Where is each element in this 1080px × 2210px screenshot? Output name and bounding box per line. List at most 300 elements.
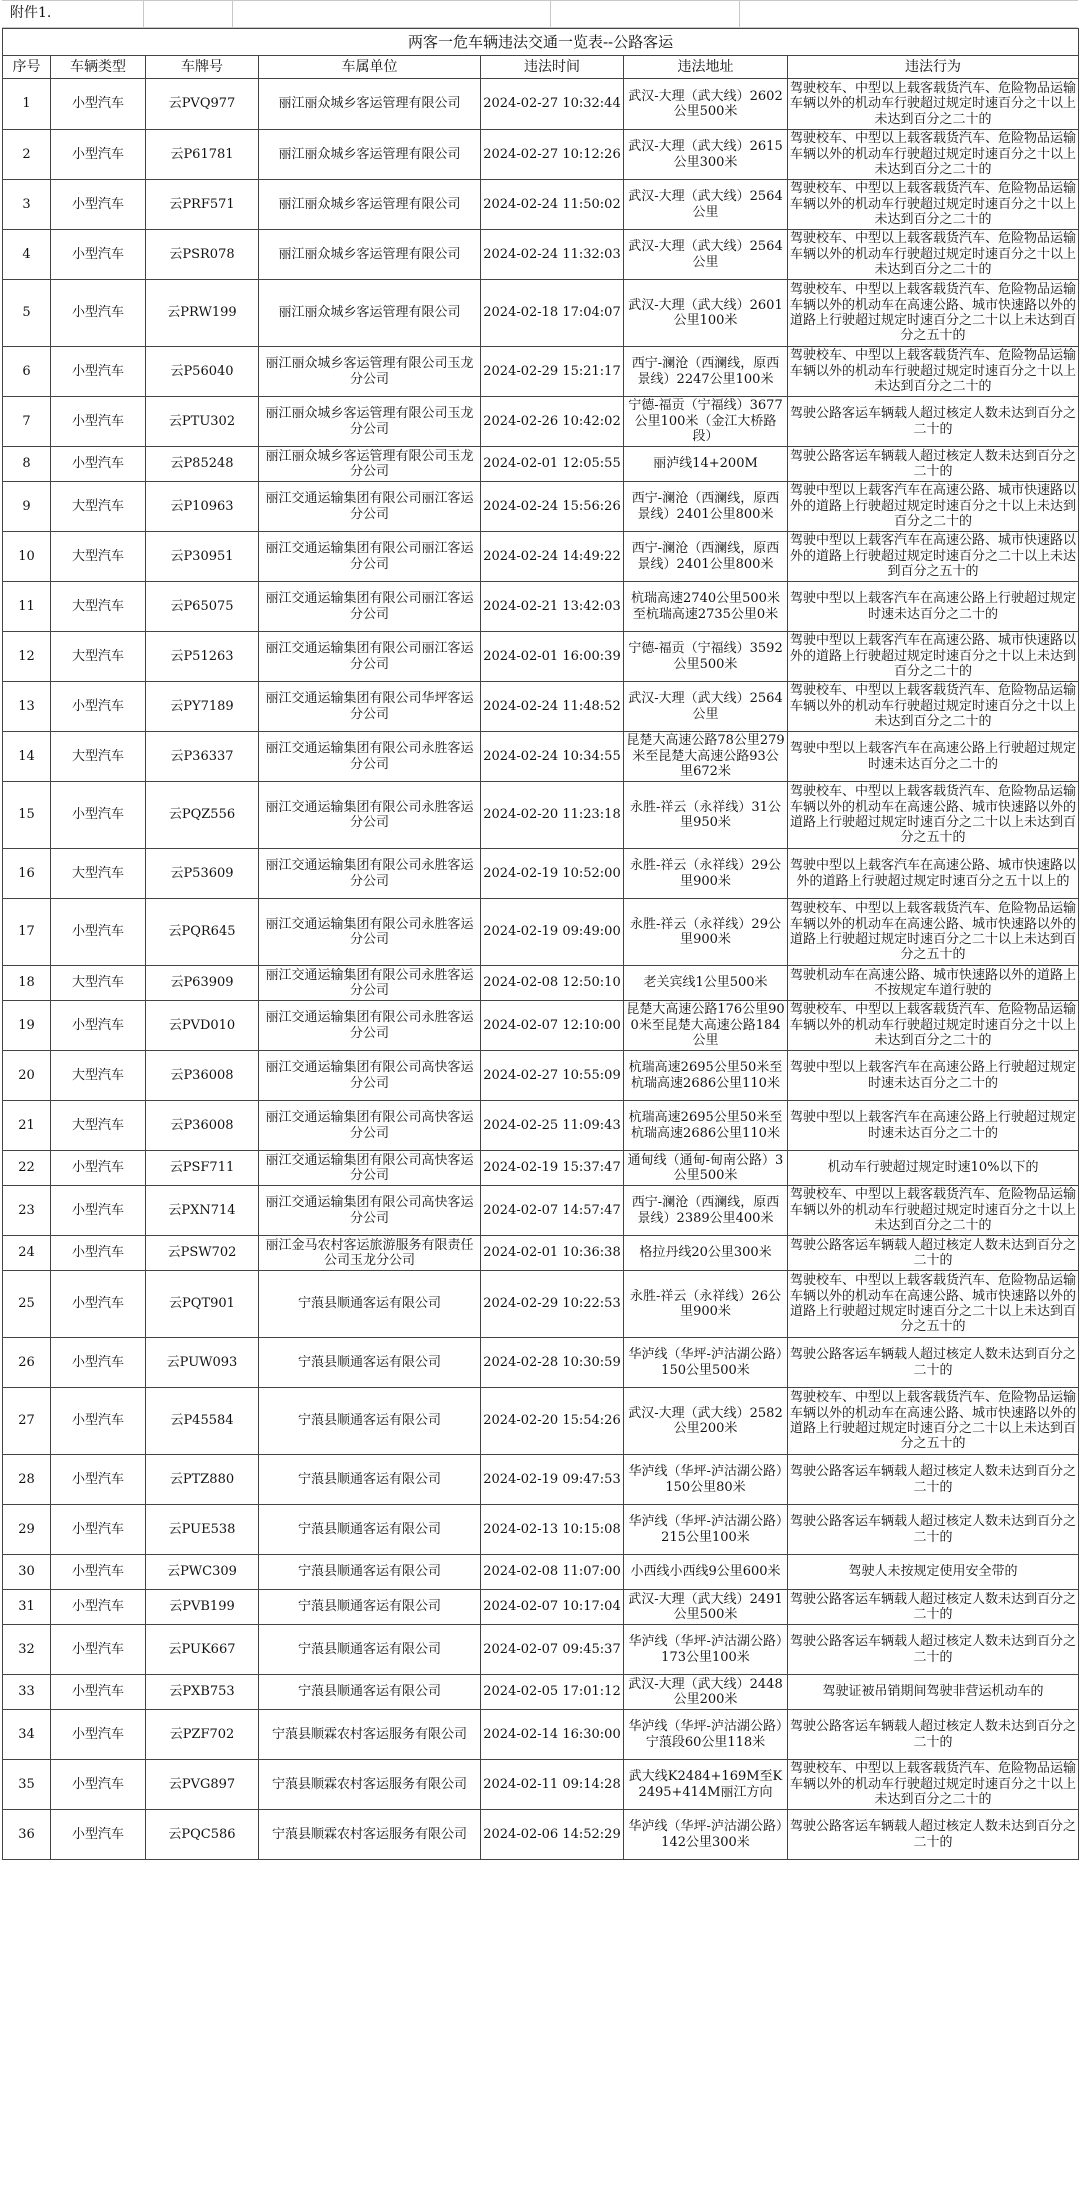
owner-unit: 丽江丽众城乡客运管理有限公司 [259, 180, 481, 230]
owner-unit: 宁蒗县顺霖农村客运服务有限公司 [259, 1760, 481, 1810]
owner-unit: 丽江交通运输集团有限公司永胜客运分公司 [259, 966, 481, 1001]
owner-unit: 宁蒗县顺通客运有限公司 [259, 1505, 481, 1555]
violation-address: 武大线K2484+169M至K2495+414M丽江方向 [624, 1760, 788, 1810]
owner-unit: 丽江交通运输集团有限公司高快客运分公司 [259, 1186, 481, 1236]
vehicle-type: 小型汽车 [51, 1455, 146, 1505]
plate-number: 云P65075 [146, 582, 259, 632]
violation-time: 2024-02-25 11:09:43 [481, 1101, 624, 1151]
vehicle-type: 小型汽车 [51, 682, 146, 732]
row-no: 34 [3, 1710, 51, 1760]
violation-behavior: 驾驶公路客运车辆载人超过核定人数未达到百分之二十的 [788, 1505, 1079, 1555]
table-row [3, 79, 1079, 130]
violation-address: 杭瑞高速2740公里500米至杭瑞高速2735公里0米 [624, 582, 788, 632]
violation-address: 武汉-大理（武大线）2601公里100米 [624, 280, 788, 347]
violation-behavior: 驾驶校车、中型以上载客载货汽车、危险物品运输车辆以外的机动车行驶超过规定时速百分之十以上未达到百分之二十的 [788, 1186, 1079, 1236]
plate-number: 云PQZ556 [146, 782, 259, 849]
table-row [3, 899, 1079, 966]
violation-address: 宁德-福贡（宁福线）3592公里500米 [624, 632, 788, 682]
row-no: 26 [3, 1338, 51, 1388]
owner-unit: 宁蒗县顺通客运有限公司 [259, 1625, 481, 1675]
owner-unit: 丽江丽众城乡客运管理有限公司 [259, 280, 481, 347]
owner-unit: 宁蒗县顺通客运有限公司 [259, 1338, 481, 1388]
violation-behavior: 驾驶公路客运车辆载人超过核定人数未达到百分之二十的 [788, 1338, 1079, 1388]
row-no: 14 [3, 732, 51, 782]
violation-time: 2024-02-27 10:55:09 [481, 1051, 624, 1101]
owner-unit: 丽江丽众城乡客运管理有限公司 [259, 79, 481, 130]
table-row [3, 1236, 1079, 1271]
violation-address: 华泸线（华坪-泸沽湖公路）150公里80米 [624, 1455, 788, 1505]
owner-unit: 丽江丽众城乡客运管理有限公司玉龙分公司 [259, 397, 481, 447]
violation-address: 武汉-大理（武大线）2564公里 [624, 230, 788, 280]
violation-behavior: 驾驶校车、中型以上载客载货汽车、危险物品运输车辆以外的机动车行驶超过规定时速百分之十以上未达到百分之二十的 [788, 1001, 1079, 1051]
plate-number: 云P56040 [146, 347, 259, 397]
row-no: 28 [3, 1455, 51, 1505]
table-row [3, 1455, 1079, 1505]
violation-behavior: 驾驶证被吊销期间驾驶非营运机动车的 [788, 1675, 1079, 1710]
vehicle-type: 小型汽车 [51, 1590, 146, 1625]
plate-number: 云PUE538 [146, 1505, 259, 1555]
table-row [3, 632, 1079, 682]
table-row [3, 1388, 1079, 1455]
table-row [3, 849, 1079, 899]
violation-time: 2024-02-07 09:45:37 [481, 1625, 624, 1675]
violations-table [2, 28, 1079, 1860]
violation-time: 2024-02-05 17:01:12 [481, 1675, 624, 1710]
plate-number: 云PVQ977 [146, 79, 259, 130]
table-row [3, 1338, 1079, 1388]
table-row [3, 1675, 1079, 1710]
table-row [3, 582, 1079, 632]
table-row [3, 1186, 1079, 1236]
violation-behavior: 驾驶机动车在高速公路、城市快速路以外的道路上不按规定车道行驶的 [788, 966, 1079, 1001]
violation-time: 2024-02-06 14:52:29 [481, 1810, 624, 1860]
violation-time: 2024-02-08 12:50:10 [481, 966, 624, 1001]
owner-unit: 丽江交通运输集团有限公司永胜客运分公司 [259, 1001, 481, 1051]
violation-behavior: 驾驶校车、中型以上载客载货汽车、危险物品运输车辆以外的机动车行驶超过规定时速百分之十以上未达到百分之二十的 [788, 347, 1079, 397]
vehicle-type: 大型汽车 [51, 849, 146, 899]
row-no: 2 [3, 130, 51, 180]
plate-number: 云P51263 [146, 632, 259, 682]
plate-number: 云PQC586 [146, 1810, 259, 1860]
row-no: 21 [3, 1101, 51, 1151]
vehicle-type: 小型汽车 [51, 447, 146, 482]
violation-address: 西宁-澜沧（西澜线，原西景线）2401公里800米 [624, 532, 788, 582]
table-row [3, 1810, 1079, 1860]
plate-number: 云P10963 [146, 482, 259, 532]
plate-number: 云P61781 [146, 130, 259, 180]
vehicle-type: 小型汽车 [51, 79, 146, 130]
row-no: 35 [3, 1760, 51, 1810]
violation-time: 2024-02-19 15:37:47 [481, 1151, 624, 1186]
owner-unit: 宁蒗县顺霖农村客运服务有限公司 [259, 1710, 481, 1760]
violation-behavior: 驾驶公路客运车辆载人超过核定人数未达到百分之二十的 [788, 1236, 1079, 1271]
vehicle-type: 小型汽车 [51, 397, 146, 447]
owner-unit: 丽江交通运输集团有限公司永胜客运分公司 [259, 899, 481, 966]
row-no: 22 [3, 1151, 51, 1186]
violation-time: 2024-02-01 16:00:39 [481, 632, 624, 682]
violation-time: 2024-02-24 11:32:03 [481, 230, 624, 280]
violation-address: 华泸线（华坪-泸沽湖公路）150公里500米 [624, 1338, 788, 1388]
vehicle-type: 大型汽车 [51, 582, 146, 632]
violation-behavior: 驾驶中型以上载客汽车在高速公路、城市快速路以外的道路上行驶超过规定时速百分之十以上未达到百分之二十的 [788, 632, 1079, 682]
violation-address: 华泸线（华坪-泸沽湖公路）173公里100米 [624, 1625, 788, 1675]
violation-behavior: 驾驶中型以上载客汽车在高速公路、城市快速路以外的道路上行驶超过规定时速百分之五十以上的 [788, 849, 1079, 899]
plate-number: 云PQR645 [146, 899, 259, 966]
owner-unit: 丽江交通运输集团有限公司高快客运分公司 [259, 1151, 481, 1186]
owner-unit: 丽江交通运输集团有限公司丽江客运分公司 [259, 482, 481, 532]
violation-behavior: 驾驶公路客运车辆载人超过核定人数未达到百分之二十的 [788, 1710, 1079, 1760]
plate-number: 云PTZ880 [146, 1455, 259, 1505]
header-unit: 车属单位 [259, 56, 481, 79]
table-row [3, 1505, 1079, 1555]
violation-address: 永胜-祥云（永祥线）26公里900米 [624, 1271, 788, 1338]
violation-behavior: 驾驶校车、中型以上载客载货汽车、危险物品运输车辆以外的机动车行驶超过规定时速百分之十以上未达到百分之二十的 [788, 79, 1079, 130]
violation-time: 2024-02-18 17:04:07 [481, 280, 624, 347]
vehicle-type: 小型汽车 [51, 899, 146, 966]
violation-time: 2024-02-20 15:54:26 [481, 1388, 624, 1455]
owner-unit: 丽江金马农村客运旅游服务有限责任公司玉龙分公司 [259, 1236, 481, 1271]
table-row [3, 180, 1079, 230]
violation-address: 西宁-澜沧（西澜线，原西景线）2389公里400米 [624, 1186, 788, 1236]
table-row [3, 130, 1079, 180]
table-row [3, 782, 1079, 849]
owner-unit: 丽江交通运输集团有限公司永胜客运分公司 [259, 782, 481, 849]
violation-address: 通甸线（通甸-甸南公路）3公里500米 [624, 1151, 788, 1186]
violation-behavior: 驾驶中型以上载客汽车在高速公路、城市快速路以外的道路上行驶超过规定时速百分之十以上未达到百分之二十的 [788, 482, 1079, 532]
owner-unit: 丽江丽众城乡客运管理有限公司玉龙分公司 [259, 447, 481, 482]
violation-address: 昆楚大高速公路176公里900米至昆楚大高速公路184公里 [624, 1001, 788, 1051]
violation-time: 2024-02-19 09:47:53 [481, 1455, 624, 1505]
violation-time: 2024-02-26 10:42:02 [481, 397, 624, 447]
violation-time: 2024-02-24 14:49:22 [481, 532, 624, 582]
violation-address: 武汉-大理（武大线）2564公里 [624, 682, 788, 732]
owner-unit: 丽江交通运输集团有限公司丽江客运分公司 [259, 632, 481, 682]
violation-time: 2024-02-27 10:32:44 [481, 79, 624, 130]
table-row [3, 1151, 1079, 1186]
violation-behavior: 驾驶公路客运车辆载人超过核定人数未达到百分之二十的 [788, 1590, 1079, 1625]
violation-address: 丽泸线14+200M [624, 447, 788, 482]
row-no: 25 [3, 1271, 51, 1338]
row-no: 7 [3, 397, 51, 447]
violation-address: 华泸线（华坪-泸沽湖公路）142公里300米 [624, 1810, 788, 1860]
plate-number: 云P36008 [146, 1101, 259, 1151]
owner-unit: 宁蒗县顺通客运有限公司 [259, 1675, 481, 1710]
plate-number: 云PQT901 [146, 1271, 259, 1338]
violation-behavior: 驾驶中型以上载客汽车在高速公路上行驶超过规定时速未达百分之二十的 [788, 1101, 1079, 1151]
owner-unit: 丽江交通运输集团有限公司丽江客运分公司 [259, 582, 481, 632]
table-row [3, 966, 1079, 1001]
vehicle-type: 小型汽车 [51, 130, 146, 180]
row-no: 24 [3, 1236, 51, 1271]
violation-address: 杭瑞高速2695公里50米至杭瑞高速2686公里110米 [624, 1051, 788, 1101]
violation-address: 西宁-澜沧（西澜线，原西景线）2247公里100米 [624, 347, 788, 397]
violation-behavior: 驾驶人未按规定使用安全带的 [788, 1555, 1079, 1590]
violation-address: 永胜-祥云（永祥线）29公里900米 [624, 899, 788, 966]
table-row [3, 347, 1079, 397]
vehicle-type: 大型汽车 [51, 966, 146, 1001]
violation-time: 2024-02-01 12:05:55 [481, 447, 624, 482]
violation-behavior: 驾驶校车、中型以上载客载货汽车、危险物品运输车辆以外的机动车行驶超过规定时速百分之十以上未达到百分之二十的 [788, 130, 1079, 180]
table-row [3, 1271, 1079, 1338]
violation-time: 2024-02-19 09:49:00 [481, 899, 624, 966]
row-no: 11 [3, 582, 51, 632]
violation-address: 武汉-大理（武大线）2564公里 [624, 180, 788, 230]
owner-unit: 宁蒗县顺霖农村客运服务有限公司 [259, 1810, 481, 1860]
vehicle-type: 小型汽车 [51, 1710, 146, 1760]
table-row [3, 1760, 1079, 1810]
vehicle-type: 小型汽车 [51, 1236, 146, 1271]
plate-number: 云PVD010 [146, 1001, 259, 1051]
violation-time: 2024-02-11 09:14:28 [481, 1760, 624, 1810]
violation-address: 武汉-大理（武大线）2615公里300米 [624, 130, 788, 180]
owner-unit: 丽江丽众城乡客运管理有限公司 [259, 230, 481, 280]
vehicle-type: 小型汽车 [51, 1388, 146, 1455]
plate-number: 云P36337 [146, 732, 259, 782]
violation-address: 武汉-大理（武大线）2602公里500米 [624, 79, 788, 130]
row-no: 12 [3, 632, 51, 682]
owner-unit: 丽江交通运输集团有限公司华坪客运分公司 [259, 682, 481, 732]
owner-unit: 丽江丽众城乡客运管理有限公司玉龙分公司 [259, 347, 481, 397]
vehicle-type: 小型汽车 [51, 180, 146, 230]
header-row [3, 56, 1079, 79]
vehicle-type: 小型汽车 [51, 230, 146, 280]
vehicle-type: 小型汽车 [51, 1151, 146, 1186]
header-behavior: 违法行为 [788, 56, 1079, 79]
violation-address: 小西线小西线9公里600米 [624, 1555, 788, 1590]
plate-number: 云PVG897 [146, 1760, 259, 1810]
violation-time: 2024-02-19 10:52:00 [481, 849, 624, 899]
vehicle-type: 大型汽车 [51, 1051, 146, 1101]
header-no: 序号 [3, 56, 51, 79]
attachment-label: 附件1. [10, 5, 52, 21]
plate-number: 云PSR078 [146, 230, 259, 280]
plate-number: 云PXB753 [146, 1675, 259, 1710]
vehicle-type: 大型汽车 [51, 732, 146, 782]
vehicle-type: 小型汽车 [51, 1760, 146, 1810]
plate-number: 云P63909 [146, 966, 259, 1001]
table-title: 两客一危车辆违法交通一览表--公路客运 [3, 29, 1079, 56]
owner-unit: 丽江丽众城乡客运管理有限公司 [259, 130, 481, 180]
vehicle-type: 小型汽车 [51, 782, 146, 849]
header-plate: 车牌号 [146, 56, 259, 79]
row-no: 36 [3, 1810, 51, 1860]
violation-address: 永胜-祥云（永祥线）31公里950米 [624, 782, 788, 849]
row-no: 5 [3, 280, 51, 347]
row-no: 6 [3, 347, 51, 397]
vehicle-type: 小型汽车 [51, 1001, 146, 1051]
vehicle-type: 小型汽车 [51, 1186, 146, 1236]
violation-time: 2024-02-29 10:22:53 [481, 1271, 624, 1338]
violation-address: 华泸线（华坪-泸沽湖公路）215公里100米 [624, 1505, 788, 1555]
header-vehicle-type: 车辆类型 [51, 56, 146, 79]
plate-number: 云PWC309 [146, 1555, 259, 1590]
violation-behavior: 驾驶中型以上载客汽车在高速公路上行驶超过规定时速未达百分之二十的 [788, 1051, 1079, 1101]
plate-number: 云PSF711 [146, 1151, 259, 1186]
violation-address: 武汉-大理（武大线）2491公里500米 [624, 1590, 788, 1625]
owner-unit: 宁蒗县顺通客运有限公司 [259, 1455, 481, 1505]
violation-behavior: 驾驶公路客运车辆载人超过核定人数未达到百分之二十的 [788, 447, 1079, 482]
table-row [3, 280, 1079, 347]
owner-unit: 丽江交通运输集团有限公司丽江客运分公司 [259, 532, 481, 582]
table-row [3, 1001, 1079, 1051]
violation-behavior: 驾驶中型以上载客汽车在高速公路上行驶超过规定时速未达百分之二十的 [788, 732, 1079, 782]
violation-behavior: 驾驶校车、中型以上载客载货汽车、危险物品运输车辆以外的机动车行驶超过规定时速百分之十以上未达到百分之二十的 [788, 1760, 1079, 1810]
owner-unit: 丽江交通运输集团有限公司高快客运分公司 [259, 1051, 481, 1101]
row-no: 10 [3, 532, 51, 582]
violation-time: 2024-02-21 13:42:03 [481, 582, 624, 632]
violation-address: 永胜-祥云（永祥线）29公里900米 [624, 849, 788, 899]
row-no: 27 [3, 1388, 51, 1455]
vehicle-type: 小型汽车 [51, 1271, 146, 1338]
plate-number: 云PTU302 [146, 397, 259, 447]
violation-behavior: 驾驶公路客运车辆载人超过核定人数未达到百分之二十的 [788, 1810, 1079, 1860]
table-row [3, 230, 1079, 280]
plate-number: 云P30951 [146, 532, 259, 582]
row-no: 31 [3, 1590, 51, 1625]
row-no: 32 [3, 1625, 51, 1675]
violation-time: 2024-02-01 10:36:38 [481, 1236, 624, 1271]
table-row [3, 447, 1079, 482]
row-no: 15 [3, 782, 51, 849]
violation-time: 2024-02-08 11:07:00 [481, 1555, 624, 1590]
owner-unit: 宁蒗县顺通客运有限公司 [259, 1590, 481, 1625]
violation-behavior: 驾驶公路客运车辆载人超过核定人数未达到百分之二十的 [788, 1455, 1079, 1505]
violation-address: 华泸线（华坪-泸沽湖公路）宁蒗段60公里118米 [624, 1710, 788, 1760]
row-no: 17 [3, 899, 51, 966]
violation-address: 格拉丹线20公里300米 [624, 1236, 788, 1271]
row-no: 8 [3, 447, 51, 482]
violation-address: 武汉-大理（武大线）2448公里200米 [624, 1675, 788, 1710]
violation-time: 2024-02-24 11:48:52 [481, 682, 624, 732]
violation-behavior: 驾驶校车、中型以上载客载货汽车、危险物品运输车辆以外的机动车行驶超过规定时速百分之十以上未达到百分之二十的 [788, 230, 1079, 280]
vehicle-type: 大型汽车 [51, 532, 146, 582]
vehicle-type: 大型汽车 [51, 632, 146, 682]
table-row [3, 1710, 1079, 1760]
table-row [3, 1101, 1079, 1151]
violation-address: 武汉-大理（武大线）2582公里200米 [624, 1388, 788, 1455]
vehicle-type: 小型汽车 [51, 1625, 146, 1675]
plate-number: 云PSW702 [146, 1236, 259, 1271]
violation-address: 西宁-澜沧（西澜线，原西景线）2401公里800米 [624, 482, 788, 532]
table-row [3, 1590, 1079, 1625]
violation-behavior: 驾驶公路客运车辆载人超过核定人数未达到百分之二十的 [788, 397, 1079, 447]
row-no: 13 [3, 682, 51, 732]
table-row [3, 1625, 1079, 1675]
vehicle-type: 大型汽车 [51, 482, 146, 532]
violation-time: 2024-02-24 10:34:55 [481, 732, 624, 782]
plate-number: 云PRW199 [146, 280, 259, 347]
vehicle-type: 小型汽车 [51, 280, 146, 347]
violation-time: 2024-02-20 11:23:18 [481, 782, 624, 849]
vehicle-type: 小型汽车 [51, 347, 146, 397]
violation-behavior: 机动车行驶超过规定时速10%以下的 [788, 1151, 1079, 1186]
vehicle-type: 小型汽车 [51, 1675, 146, 1710]
violation-time: 2024-02-29 15:21:17 [481, 347, 624, 397]
plate-number: 云PUK667 [146, 1625, 259, 1675]
owner-unit: 宁蒗县顺通客运有限公司 [259, 1555, 481, 1590]
violation-address: 昆楚大高速公路78公里279米至昆楚大高速公路93公里672米 [624, 732, 788, 782]
table-row [3, 482, 1079, 532]
owner-unit: 丽江交通运输集团有限公司高快客运分公司 [259, 1101, 481, 1151]
header-address: 违法地址 [624, 56, 788, 79]
owner-unit: 宁蒗县顺通客运有限公司 [259, 1271, 481, 1338]
violation-address: 杭瑞高速2695公里50米至杭瑞高速2686公里110米 [624, 1101, 788, 1151]
violation-behavior: 驾驶校车、中型以上载客载货汽车、危险物品运输车辆以外的机动车行驶超过规定时速百分之十以上未达到百分之二十的 [788, 180, 1079, 230]
violation-behavior: 驾驶校车、中型以上载客载货汽车、危险物品运输车辆以外的机动车在高速公路、城市快速路以外的道路上行驶超过规定时速百分之二十以上未达到百分之五十的 [788, 899, 1079, 966]
violation-time: 2024-02-24 15:56:26 [481, 482, 624, 532]
owner-unit: 丽江交通运输集团有限公司永胜客运分公司 [259, 849, 481, 899]
violation-time: 2024-02-13 10:15:08 [481, 1505, 624, 1555]
owner-unit: 宁蒗县顺通客运有限公司 [259, 1388, 481, 1455]
attachment-row [2, 0, 1078, 28]
plate-number: 云PRF571 [146, 180, 259, 230]
violation-time: 2024-02-24 11:50:02 [481, 180, 624, 230]
row-no: 20 [3, 1051, 51, 1101]
violation-time: 2024-02-07 10:17:04 [481, 1590, 624, 1625]
violation-behavior: 驾驶校车、中型以上载客载货汽车、危险物品运输车辆以外的机动车在高速公路、城市快速路以外的道路上行驶超过规定时速百分之二十以上未达到百分之五十的 [788, 280, 1079, 347]
plate-number: 云PY7189 [146, 682, 259, 732]
violation-behavior: 驾驶校车、中型以上载客载货汽车、危险物品运输车辆以外的机动车在高速公路、城市快速路以外的道路上行驶超过规定时速百分之二十以上未达到百分之五十的 [788, 782, 1079, 849]
violation-time: 2024-02-14 16:30:00 [481, 1710, 624, 1760]
plate-number: 云P53609 [146, 849, 259, 899]
row-no: 9 [3, 482, 51, 532]
violation-behavior: 驾驶校车、中型以上载客载货汽车、危险物品运输车辆以外的机动车在高速公路、城市快速路以外的道路上行驶超过规定时速百分之二十以上未达到百分之五十的 [788, 1271, 1079, 1338]
owner-unit: 丽江交通运输集团有限公司永胜客运分公司 [259, 732, 481, 782]
row-no: 33 [3, 1675, 51, 1710]
plate-number: 云PXN714 [146, 1186, 259, 1236]
vehicle-type: 小型汽车 [51, 1505, 146, 1555]
violation-behavior: 驾驶公路客运车辆载人超过核定人数未达到百分之二十的 [788, 1625, 1079, 1675]
violation-time: 2024-02-07 14:57:47 [481, 1186, 624, 1236]
plate-number: 云P45584 [146, 1388, 259, 1455]
table-row [3, 682, 1079, 732]
violation-time: 2024-02-27 10:12:26 [481, 130, 624, 180]
table-row [3, 732, 1079, 782]
row-no: 19 [3, 1001, 51, 1051]
violation-time: 2024-02-07 12:10:00 [481, 1001, 624, 1051]
violation-behavior: 驾驶校车、中型以上载客载货汽车、危险物品运输车辆以外的机动车在高速公路、城市快速路以外的道路上行驶超过规定时速百分之二十以上未达到百分之五十的 [788, 1388, 1079, 1455]
violation-time: 2024-02-28 10:30:59 [481, 1338, 624, 1388]
row-no: 29 [3, 1505, 51, 1555]
row-no: 4 [3, 230, 51, 280]
plate-number: 云P36008 [146, 1051, 259, 1101]
row-no: 3 [3, 180, 51, 230]
row-no: 1 [3, 79, 51, 130]
plate-number: 云P85248 [146, 447, 259, 482]
row-no: 16 [3, 849, 51, 899]
plate-number: 云PVB199 [146, 1590, 259, 1625]
table-row [3, 532, 1079, 582]
table-row [3, 397, 1079, 447]
table-row [3, 1051, 1079, 1101]
violation-behavior: 驾驶中型以上载客汽车在高速公路上行驶超过规定时速未达百分之二十的 [788, 582, 1079, 632]
vehicle-type: 大型汽车 [51, 1101, 146, 1151]
violation-behavior: 驾驶校车、中型以上载客载货汽车、危险物品运输车辆以外的机动车行驶超过规定时速百分之十以上未达到百分之二十的 [788, 682, 1079, 732]
violation-address: 宁德-福贡（宁福线）3677公里100米（金江大桥路段） [624, 397, 788, 447]
vehicle-type: 小型汽车 [51, 1810, 146, 1860]
plate-number: 云PUW093 [146, 1338, 259, 1388]
table-row [3, 1555, 1079, 1590]
vehicle-type: 小型汽车 [51, 1338, 146, 1388]
row-no: 23 [3, 1186, 51, 1236]
header-time: 违法时间 [481, 56, 624, 79]
plate-number: 云PZF702 [146, 1710, 259, 1760]
violation-behavior: 驾驶中型以上载客汽车在高速公路、城市快速路以外的道路上行驶超过规定时速百分之二十以上未达到百分之五十的 [788, 532, 1079, 582]
violation-address: 老关宾线1公里500米 [624, 966, 788, 1001]
vehicle-type: 小型汽车 [51, 1555, 146, 1590]
row-no: 18 [3, 966, 51, 1001]
row-no: 30 [3, 1555, 51, 1590]
